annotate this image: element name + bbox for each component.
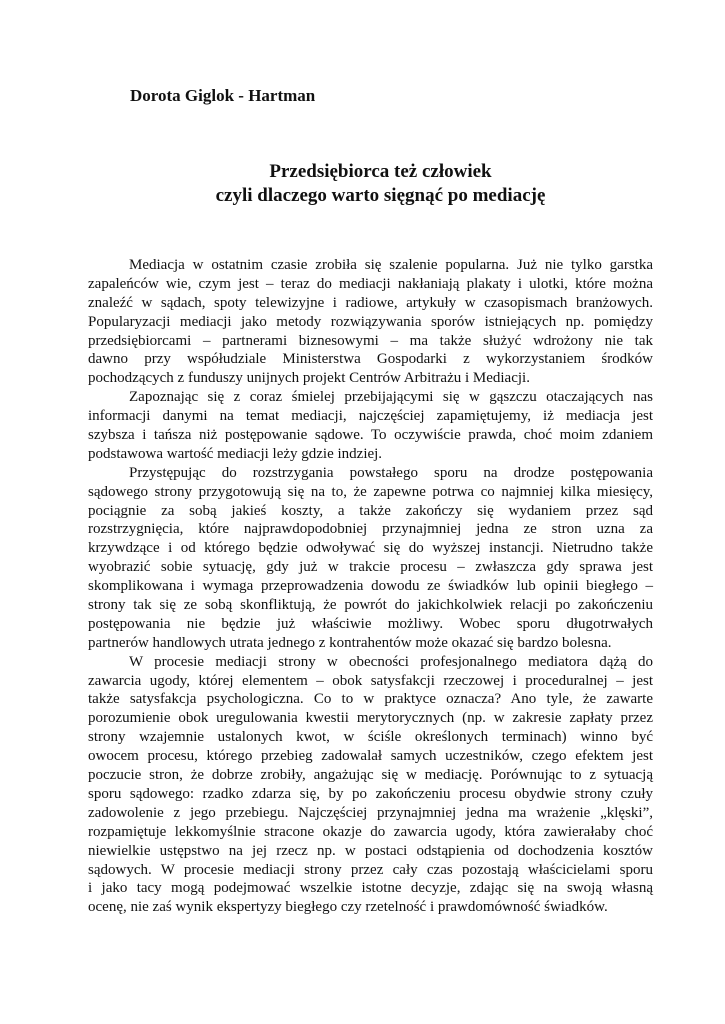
paragraph-line: zawarcia ugody, której elementem – obok satysfakcji rzeczowej i proceduralnej – jest: [88, 672, 653, 689]
paragraph-line: sporu sądowego: rzadko zdarza się, by po zakończeniu procesu obydwie strony czuły: [88, 785, 653, 802]
paragraph-line: zapaleńców wie, czym jest – teraz do mediacji nakłaniają plakaty i ulotki, które można: [88, 275, 653, 292]
paragraph-line: dawno przy współudziale Ministerstwa Gospodarki z wykorzystaniem środków: [88, 351, 653, 368]
paragraph-line: pociągnie za sobą jakieś koszty, a także zakończy się wydaniem przez sąd: [88, 502, 653, 519]
paragraph-line: Mediacja w ostatnim czasie zrobiła się szalenie popularna. Już nie tylko garstka: [129, 257, 653, 273]
paragraph-line: W procesie mediacji strony w obecności profesjonalnego mediatora dążą do: [129, 653, 653, 670]
paragraph: [88, 388, 653, 464]
paragraph-line: znaleźć w sądach, spoty telewizyjne i radiowe, artykuły w czasopismach branżowych.: [88, 294, 653, 311]
paragraph-line: sądowego strony przygotowują się na to, że zapewne potrwa co najmniej kilka miesięcy,: [88, 483, 653, 500]
paragraph-line: rozstrzygnięcia, które najprawdopodobniej przynajmniej jedna ze stron uzna za: [88, 521, 653, 538]
document-title: [88, 160, 673, 208]
paragraph-line: informacji danymi na temat mediacji, najczęściej zapamiętujemy, iż mediacja jest: [88, 408, 653, 425]
paragraph-line: Popularyzacji mediacji jako metody rozwiązywania sporów istniejących np. pomiędzy: [88, 313, 653, 330]
article-body: [88, 256, 653, 917]
paragraph-line: krzywdzące i od którego będzie odwoływać się do wyższej instancji. Nietrudno także: [88, 540, 653, 557]
paragraph-line: owocem procesu, którego przebieg zadowalał samych uczestników, czego efektem jest: [88, 748, 653, 765]
paragraph-line: strony tak się ze sobą skonfliktują, że powrót do jakichkolwiek relacji po zakończeniu: [88, 597, 653, 614]
paragraph-line: sądowych. W procesie mediacji strony przez cały czas pozostają właścicielami sporu: [88, 861, 653, 878]
paragraph-line: postępowania nie będzie już właściwie możliwy. Wobec sporu długotrwałych: [88, 615, 653, 632]
paragraph-line: i jako tacy mogą podejmować wszelkie istotne decyzje, zdając się na swoją własną: [88, 880, 653, 897]
paragraph-line: niewielkie ustępstwo na jej rzecz np. w postaci odstąpienia od dochodzenia kosztów: [88, 842, 653, 859]
paragraph-line: szybsza i tańsza niż postępowanie sądowe. To oczywiście prawda, choć moim zdaniem: [88, 427, 653, 444]
paragraph-line: Przystępując do rozstrzygania powstałego sporu na drodze postępowania: [129, 464, 653, 481]
paragraph-line: strony wzajemnie ustalonych kwot, w ściśle określonych terminach) winno być: [88, 729, 653, 746]
paragraph-line: porozumienie obok uregulowania kwestii merytorycznych (np. w zakresie zapłaty przez: [88, 710, 653, 727]
paragraph-line: poczucie stron, że dobrze zrobiły, angażując się w mediację. Porównując to z sytuacją: [88, 767, 653, 784]
paragraph-line: partnerów handlowych utrata jednego z kontrahentów może okazać się bardzo bolesna.: [88, 634, 612, 651]
paragraph: [88, 464, 653, 653]
paragraph-line: ocenę, nie zaś wynik ekspertyzy biegłego czy rzetelność i prawdomówność świadków.: [88, 899, 608, 916]
paragraph-line: Zapoznając się z coraz śmielej przebijającymi się w gąszczu otaczających nas: [129, 389, 653, 406]
paragraph-line: skomplikowana i wymaga przeprowadzenia dowodu ze świadków lub opinii biegłego –: [88, 578, 653, 595]
title-line-1: Przedsiębiorca też człowiek: [269, 161, 492, 182]
title-line-2: czyli dlaczego warto sięgnąć po mediację: [215, 185, 546, 206]
paragraph: [88, 653, 653, 917]
paragraph-line: wyobrazić sobie sytuację, gdy już w trakcie procesu – zwłaszcza gdy sprawa jest: [88, 559, 653, 576]
paragraph-line: także satysfakcja psychologiczna. Co to w praktyce oznacza? Ano tyle, że zawarte: [88, 691, 653, 708]
author-name: Dorota Giglok - Hartman: [130, 86, 316, 105]
paragraph-line: przedsiębiorcami – partnerami biznesowymi – ma także służyć wdrożony nie tak: [88, 332, 653, 349]
paragraph-line: rozpamiętuje lekkomyślnie stracone okazje do zawarcia ugody, która zawierałaby choć: [88, 823, 653, 840]
paragraph: [88, 256, 653, 388]
paragraph-line: zadowolenie z jego przebiegu. Najczęściej przynajmniej jedna ma wrażenie „klęski”,: [88, 804, 653, 821]
paragraph-line: podstawowa wartość mediacji leży gdzie indziej.: [88, 445, 383, 462]
paragraph-line: pochodzących z funduszy unijnych projekt Centrów Arbitrażu i Mediacji.: [88, 370, 530, 387]
